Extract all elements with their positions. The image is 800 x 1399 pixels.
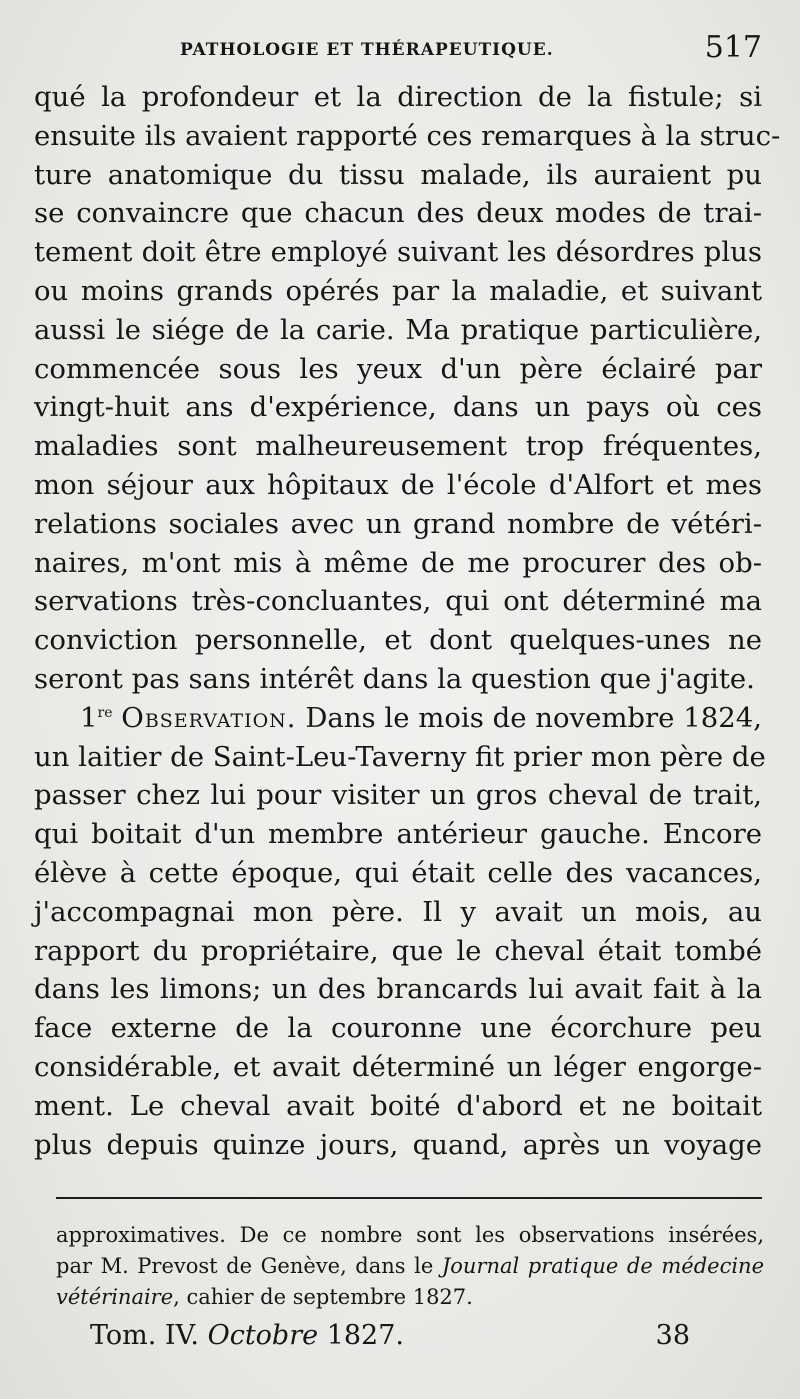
running-title: PATHOLOGIE ET THÉRAPEUTIQUE. <box>180 40 554 60</box>
footer-volume <box>90 1320 404 1351</box>
text-line: maladies sont malheureusement trop fréquentes, <box>34 430 762 463</box>
text-line: conviction personnelle, et dont quelques-unes ne <box>34 624 762 657</box>
text-line: ment. Le cheval avait boité d'abord et ne boitait <box>34 1089 762 1122</box>
page-number: 517 <box>704 30 762 65</box>
text-line: un laitier de Saint-Leu-Taverny fit prier mon père de <box>34 740 766 773</box>
text-line: face externe de la couronne une écorchure peu <box>34 1012 762 1045</box>
text-line: aussi le siége de la carie. Ma pratique particulière, <box>34 313 762 346</box>
footnote-line <box>56 1282 764 1313</box>
footnote-text: , cahier de septembre 1827. <box>173 1285 473 1309</box>
footer-signature: 38 <box>655 1320 690 1351</box>
footer-year: 1827. <box>326 1320 404 1351</box>
text-line: ensuite ils avaient rapporté ces remarques à la struc- <box>34 119 781 152</box>
page-footer <box>90 1320 690 1360</box>
text-line: qué la profondeur et la direction de la fistule; si <box>34 81 762 113</box>
text-line: commencée sous les yeux d'un père éclairé par <box>34 352 762 385</box>
text-line: seront pas sans intérêt dans la question que j'agite. <box>34 662 755 695</box>
footnote-journal-title-end: vétérinaire <box>56 1285 174 1309</box>
footer-month: Octobre <box>207 1320 319 1351</box>
observation-line-rest: Dans le mois de novembre 1824, <box>305 701 762 734</box>
text-line: relations sociales avec un grand nombre de vétéri- <box>34 507 762 540</box>
text-line: élève à cette époque, qui était celle des vacances, <box>34 856 762 889</box>
text-line: vingt-huit ans d'expérience, dans un pays où ces <box>34 391 762 424</box>
text-line: qui boitait d'un membre antérieur gauche. Encore <box>34 818 762 851</box>
text-line: rapport du propriétaire, que le cheval était tombé <box>34 934 762 967</box>
footnote <box>56 1220 764 1313</box>
footnote-line <box>56 1251 764 1282</box>
text-line: tement doit être employé suivant les désordres plus <box>34 236 762 269</box>
footnote-line: approximatives. De ce nombre sont les observations insérées, <box>56 1223 764 1247</box>
text-line: plus depuis quinze jours, quand, après un voyage <box>34 1128 762 1161</box>
running-head <box>40 30 772 70</box>
body-text <box>34 78 781 1164</box>
footnote-text: par M. Prevost de Genève, dans le <box>56 1254 434 1278</box>
text-line: se convaincre que chacun des deux modes de trai- <box>34 197 762 230</box>
text-line: dans les limons; un des brancards lui avait fait à la <box>34 973 762 1006</box>
text-line: naires, m'ont mis à même de me procurer des ob- <box>34 546 762 579</box>
footnote-journal-title: Journal pratique de médecine <box>441 1254 764 1278</box>
footnote-rule <box>56 1197 762 1199</box>
observation-number: 1 <box>80 701 98 734</box>
observation-label: Observation. <box>121 701 297 734</box>
text-line: ture anatomique du tissu malade, ils auraient pu <box>34 158 762 191</box>
text-line: considérable, et avait déterminé un léger engorge- <box>34 1050 762 1083</box>
footer-tome: Tom. IV. <box>90 1320 199 1351</box>
text-line: passer chez lui pour visiter un gros cheval de trait, <box>34 779 762 812</box>
text-line: servations très-concluantes, qui ont déterminé ma <box>34 585 762 618</box>
text-line: ou moins grands opérés par la maladie, et suivant <box>34 274 762 307</box>
observation-heading-line <box>34 699 762 738</box>
text-line: j'accompagnai mon père. Il y avait un mois, au <box>34 895 762 928</box>
text-line: mon séjour aux hôpitaux de l'école d'Alfort et mes <box>34 468 762 501</box>
observation-number-sup: re <box>97 704 113 721</box>
